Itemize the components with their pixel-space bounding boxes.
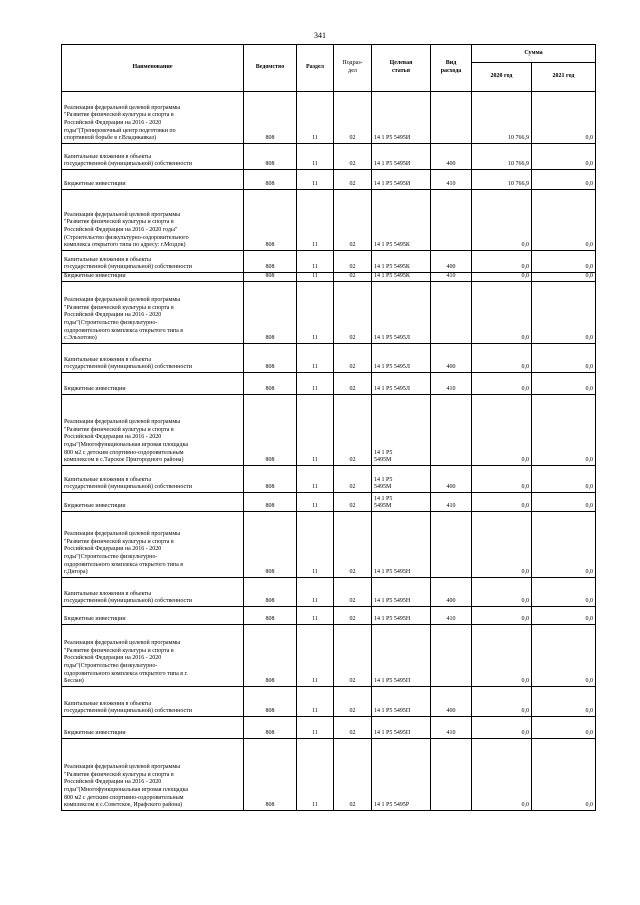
table-row: [62, 625, 596, 687]
cell-target: 14 1 Р5 5495К: [372, 251, 431, 273]
cell-name: Капитальные вложения в объекты государственной (муниципальной) собственности: [62, 578, 244, 607]
cell-2020: 10 766,9: [472, 144, 532, 170]
cell-2020: 0,0: [472, 578, 532, 607]
cell-name: Бюджетные инвестиции: [62, 493, 244, 512]
header-section: Раздел: [297, 45, 334, 92]
cell-dept: 808: [244, 373, 297, 395]
table-row: [62, 395, 596, 466]
cell-expense: [431, 395, 472, 466]
cell-dept: 808: [244, 170, 297, 190]
cell-2020: 0,0: [472, 273, 532, 282]
cell-subsection: 02: [334, 739, 372, 811]
cell-name: Реализация федеральной целевой программы "Развитие физической культуры и спорта в Российской Федерации на 2016 - 2020 годы"(Строительство физкультурно- оздоровительного комплекса открытого типа в с.Эльхотово): [62, 282, 244, 344]
cell-name: Капитальные вложения в объекты государственной (муниципальной) собственности: [62, 144, 244, 170]
cell-name: Реализация федеральной целевой программы "Развитие физической культуры и спорта в Российской Федерации на 2016 - 2020 годы"(Тренировочный центр подготовки по спортивной борьбе в г.Владикавказ): [62, 92, 244, 144]
cell-subsection: 02: [334, 625, 372, 687]
table-row: [62, 273, 596, 282]
cell-2021: 0,0: [532, 607, 596, 625]
cell-expense: [431, 625, 472, 687]
cell-dept: 808: [244, 717, 297, 739]
cell-expense: 400: [431, 466, 472, 493]
cell-2021: 0,0: [532, 578, 596, 607]
cell-subsection: 02: [334, 395, 372, 466]
cell-subsection: 02: [334, 144, 372, 170]
cell-2020: 0,0: [472, 466, 532, 493]
cell-section: 11: [297, 190, 334, 251]
cell-2021: 0,0: [532, 395, 596, 466]
cell-target: 14 1 Р5 5495Л: [372, 373, 431, 395]
table-row: [62, 739, 596, 811]
cell-name: Капитальные вложения в объекты государственной (муниципальной) собственности: [62, 251, 244, 273]
cell-expense: [431, 512, 472, 578]
cell-name: Бюджетные инвестиции: [62, 717, 244, 739]
cell-expense: 410: [431, 607, 472, 625]
cell-2020: 0,0: [472, 512, 532, 578]
cell-section: 11: [297, 739, 334, 811]
cell-target: 14 1 Р5 5495М: [372, 493, 431, 512]
cell-2020: 0,0: [472, 607, 532, 625]
cell-target: 14 1 Р5 5495Л: [372, 282, 431, 344]
cell-target: 14 1 Р5 5495Н: [372, 512, 431, 578]
cell-expense: [431, 92, 472, 144]
cell-section: 11: [297, 373, 334, 395]
cell-2021: 0,0: [532, 625, 596, 687]
table-row: [62, 607, 596, 625]
cell-section: 11: [297, 170, 334, 190]
cell-name: Бюджетные инвестиции: [62, 273, 244, 282]
cell-expense: [431, 282, 472, 344]
cell-name: Бюджетные инвестиции: [62, 373, 244, 395]
cell-2021: 0,0: [532, 344, 596, 373]
table-row: [62, 578, 596, 607]
cell-2020: 10 766,9: [472, 92, 532, 144]
cell-2020: 0,0: [472, 687, 532, 717]
cell-2021: 0,0: [532, 282, 596, 344]
cell-subsection: 02: [334, 578, 372, 607]
cell-dept: 808: [244, 625, 297, 687]
table-body: [62, 92, 596, 811]
cell-dept: 808: [244, 273, 297, 282]
cell-subsection: 02: [334, 273, 372, 282]
cell-2021: 0,0: [532, 717, 596, 739]
cell-section: 11: [297, 92, 334, 144]
cell-subsection: 02: [334, 282, 372, 344]
cell-expense: 410: [431, 717, 472, 739]
cell-dept: 808: [244, 282, 297, 344]
cell-2021: 0,0: [532, 170, 596, 190]
cell-section: 11: [297, 578, 334, 607]
cell-target: 14 1 Р5 5495М: [372, 466, 431, 493]
header-expense: Вид расхода: [431, 45, 472, 92]
budget-table: [61, 44, 596, 811]
cell-section: 11: [297, 687, 334, 717]
cell-dept: 808: [244, 512, 297, 578]
cell-expense: 410: [431, 493, 472, 512]
cell-subsection: 02: [334, 717, 372, 739]
cell-section: 11: [297, 144, 334, 170]
cell-name: Капитальные вложения в объекты государственной (муниципальной) собственности: [62, 687, 244, 717]
page-number: 341: [314, 31, 326, 40]
cell-dept: 808: [244, 92, 297, 144]
cell-name: Бюджетные инвестиции: [62, 170, 244, 190]
cell-2021: 0,0: [532, 92, 596, 144]
header-target: Целевая статья: [372, 45, 431, 92]
cell-2020: 0,0: [472, 344, 532, 373]
cell-expense: 400: [431, 344, 472, 373]
cell-2020: 0,0: [472, 282, 532, 344]
cell-expense: 400: [431, 578, 472, 607]
cell-target: 14 1 Р5 5495И: [372, 92, 431, 144]
cell-subsection: 02: [334, 512, 372, 578]
cell-target: 14 1 Р5 5495К: [372, 190, 431, 251]
cell-section: 11: [297, 717, 334, 739]
cell-subsection: 02: [334, 92, 372, 144]
cell-section: 11: [297, 395, 334, 466]
table-row: [62, 251, 596, 273]
cell-2021: 0,0: [532, 373, 596, 395]
cell-2021: 0,0: [532, 687, 596, 717]
cell-2021: 0,0: [532, 739, 596, 811]
cell-dept: 808: [244, 493, 297, 512]
cell-subsection: 02: [334, 190, 372, 251]
cell-dept: 808: [244, 466, 297, 493]
cell-section: 11: [297, 273, 334, 282]
cell-subsection: 02: [334, 466, 372, 493]
cell-target: 14 1 Р5 5495П: [372, 625, 431, 687]
cell-subsection: 02: [334, 607, 372, 625]
table-row: [62, 687, 596, 717]
header-2020: 2020 год: [472, 63, 532, 92]
cell-target: 14 1 Р5 5495Р: [372, 739, 431, 811]
header-name: Наименование: [62, 45, 244, 92]
table-row: [62, 170, 596, 190]
table-row: [62, 373, 596, 395]
cell-2020: 0,0: [472, 373, 532, 395]
cell-name: Реализация федеральной целевой программы "Развитие физической культуры и спорта в Российской Федерации на 2016 - 2020 годы" (Строительство физкультурно-оздоровительного комплекса открытого типа по адресу: г.Моздок): [62, 190, 244, 251]
cell-target: 14 1 Р5 5495Н: [372, 607, 431, 625]
cell-section: 11: [297, 466, 334, 493]
cell-2020: 10 766,9: [472, 170, 532, 190]
cell-name: Капитальные вложения в объекты государственной (муниципальной) собственности: [62, 344, 244, 373]
table-row: [62, 466, 596, 493]
cell-2020: 0,0: [472, 493, 532, 512]
cell-2021: 0,0: [532, 144, 596, 170]
cell-dept: 808: [244, 190, 297, 251]
header-sum: Сумма: [472, 45, 596, 63]
cell-target: 14 1 Р5 5495И: [372, 144, 431, 170]
cell-subsection: 02: [334, 344, 372, 373]
cell-subsection: 02: [334, 687, 372, 717]
cell-2021: 0,0: [532, 273, 596, 282]
cell-2021: 0,0: [532, 190, 596, 251]
cell-expense: 400: [431, 687, 472, 717]
cell-dept: 808: [244, 144, 297, 170]
cell-dept: 808: [244, 578, 297, 607]
cell-2021: 0,0: [532, 466, 596, 493]
cell-2020: 0,0: [472, 625, 532, 687]
table-row: [62, 92, 596, 144]
table-row: [62, 190, 596, 251]
header-2021: 2021 год: [532, 63, 596, 92]
cell-target: 14 1 Р5 5495Н: [372, 578, 431, 607]
cell-section: 11: [297, 282, 334, 344]
cell-target: 14 1 Р5 5495К: [372, 273, 431, 282]
cell-target: 14 1 Р5 5495И: [372, 170, 431, 190]
cell-target: 14 1 Р5 5495М: [372, 395, 431, 466]
cell-dept: 808: [244, 687, 297, 717]
header-subsection: Подраз- дел: [334, 45, 372, 92]
cell-subsection: 02: [334, 373, 372, 395]
cell-expense: 400: [431, 144, 472, 170]
cell-section: 11: [297, 344, 334, 373]
cell-target: 14 1 Р5 5495Л: [372, 344, 431, 373]
cell-section: 11: [297, 607, 334, 625]
table-row: [62, 717, 596, 739]
cell-2020: 0,0: [472, 717, 532, 739]
cell-name: Реализация федеральной целевой программы "Развитие физической культуры и спорта в Российской Федерации на 2016 - 2020 годы"(Многофункциональная игровая площадка 800 м2 с детским спортивно-оздоровительным комплексом в с.Тарское Пригородного района): [62, 395, 244, 466]
table-row: [62, 144, 596, 170]
cell-section: 11: [297, 251, 334, 273]
cell-expense: 410: [431, 273, 472, 282]
cell-name: Реализация федеральной целевой программы "Развитие физической культуры и спорта в Российской Федерации на 2016 - 2020 годы"(Многофункциональная игровая площадка 800 м2 с детским спортивно-оздоровительным комплексом в с.Советское, Ирафского района): [62, 739, 244, 811]
cell-name: Реализация федеральной целевой программы "Развитие физической культуры и спорта в Российской Федерации на 2016 - 2020 годы"(Строительство физкультурно- оздоровительного комплекса открытого типа в г. Беслан): [62, 625, 244, 687]
cell-subsection: 02: [334, 493, 372, 512]
header-dept: Ведомство: [244, 45, 297, 92]
cell-2020: 0,0: [472, 739, 532, 811]
cell-dept: 808: [244, 739, 297, 811]
cell-2021: 0,0: [532, 512, 596, 578]
table-row: [62, 512, 596, 578]
table-row: [62, 282, 596, 344]
cell-target: 14 1 Р5 5495П: [372, 687, 431, 717]
cell-subsection: 02: [334, 251, 372, 273]
cell-name: Капитальные вложения в объекты государственной (муниципальной) собственности: [62, 466, 244, 493]
cell-2021: 0,0: [532, 493, 596, 512]
cell-section: 11: [297, 625, 334, 687]
cell-section: 11: [297, 493, 334, 512]
cell-2020: 0,0: [472, 251, 532, 273]
table-row: [62, 344, 596, 373]
cell-expense: [431, 739, 472, 811]
cell-expense: 410: [431, 373, 472, 395]
cell-expense: 410: [431, 170, 472, 190]
cell-name: Реализация федеральной целевой программы "Развитие физической культуры и спорта в Российской Федерации на 2016 - 2020 годы"(Строительство физкультурно- оздоровительного комплекса открытого типа в г.Дигора): [62, 512, 244, 578]
cell-name: Бюджетные инвестиции: [62, 607, 244, 625]
table-row: [62, 493, 596, 512]
cell-dept: 808: [244, 395, 297, 466]
cell-2020: 0,0: [472, 395, 532, 466]
cell-2020: 0,0: [472, 190, 532, 251]
cell-2021: 0,0: [532, 251, 596, 273]
cell-expense: [431, 190, 472, 251]
cell-dept: 808: [244, 251, 297, 273]
cell-section: 11: [297, 512, 334, 578]
cell-expense: 400: [431, 251, 472, 273]
cell-subsection: 02: [334, 170, 372, 190]
cell-dept: 808: [244, 344, 297, 373]
cell-dept: 808: [244, 607, 297, 625]
cell-target: 14 1 Р5 5495П: [372, 717, 431, 739]
